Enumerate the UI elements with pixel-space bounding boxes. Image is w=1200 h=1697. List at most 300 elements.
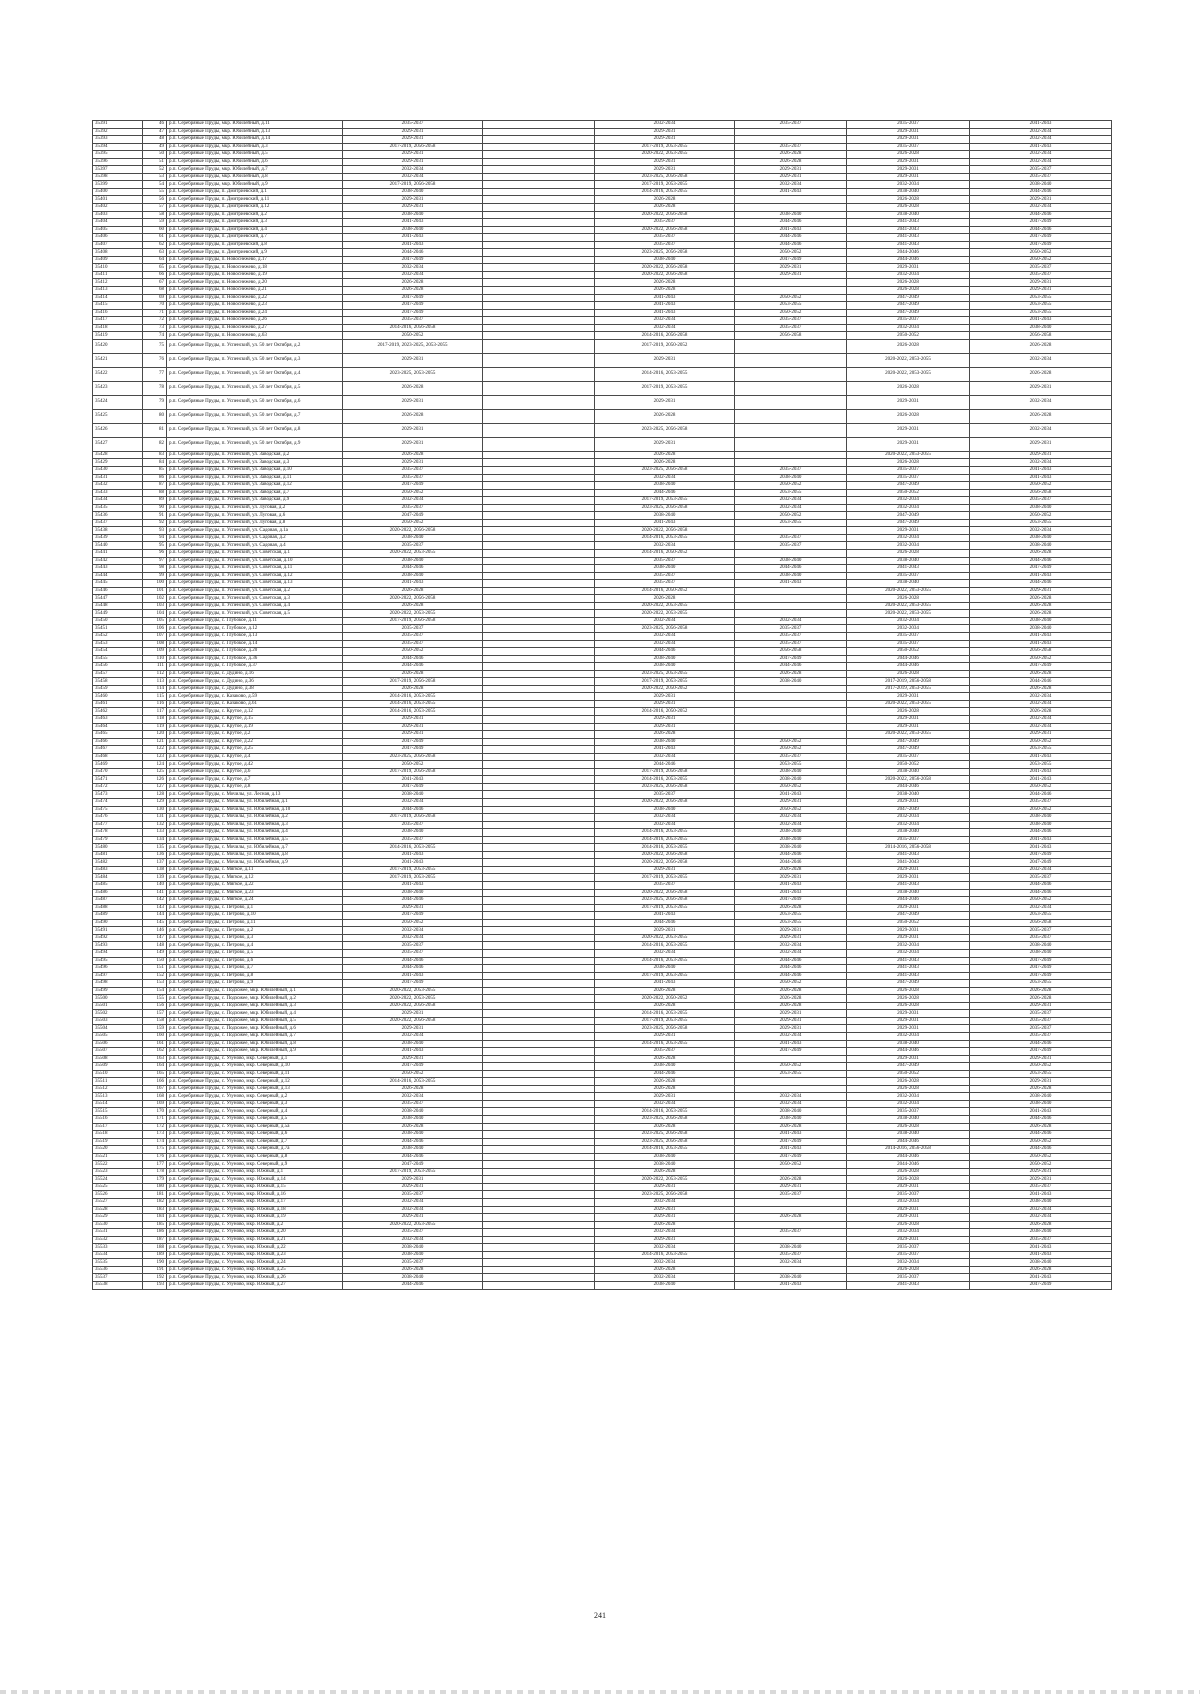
cell-address: р.п. Серебряные Пруды, мкр. Юбилейный, д.7 <box>167 166 343 174</box>
cell-address: р.п. Серебряные Пруды, п. Успенский, ул. Заводская, д.9 <box>167 497 343 505</box>
cell-work-period-4: 2029-2031 <box>735 799 847 807</box>
cell-work-period-1: 2032-2034 <box>343 934 483 942</box>
cell-work-period-4: 2050-2052 <box>735 294 847 302</box>
cell-work-period-3: 2029-2031 <box>595 1236 735 1244</box>
table-row <box>93 866 1112 874</box>
cell-work-period-2 <box>483 1176 595 1184</box>
cell-row-id: 35463 <box>93 716 143 724</box>
cell-row-id: 35516 <box>93 1115 143 1123</box>
table-row <box>93 632 1112 640</box>
table-row <box>93 121 1112 129</box>
table-row <box>93 542 1112 550</box>
cell-work-period-2 <box>483 489 595 497</box>
cell-row-id: 35499 <box>93 987 143 995</box>
cell-work-period-2 <box>483 1206 595 1214</box>
cell-work-period-5: 2047-2049 <box>847 746 970 754</box>
cell-work-period-6: 2026-2028 <box>970 1266 1112 1274</box>
cell-row-id: 35533 <box>93 1244 143 1252</box>
cell-work-period-4: 2035-2037 <box>735 324 847 332</box>
cell-row-id: 35489 <box>93 912 143 920</box>
cell-work-period-1: 2035-2037 <box>343 942 483 950</box>
cell-work-period-6: 2041-2043 <box>970 836 1112 844</box>
cell-row-id: 35505 <box>93 1032 143 1040</box>
cell-work-period-6: 2041-2043 <box>970 317 1112 325</box>
table-row <box>93 610 1112 618</box>
cell-work-period-5: 2035-2037 <box>847 143 970 151</box>
cell-work-period-2 <box>483 241 595 249</box>
cell-work-period-2 <box>483 1229 595 1237</box>
cell-row-id: 35476 <box>93 814 143 822</box>
cell-work-period-5: 2032-2034 <box>847 497 970 505</box>
cell-work-period-5: 2041-2043 <box>847 234 970 242</box>
cell-work-period-1: 2038-2040 <box>343 1115 483 1123</box>
cell-work-period-1: 2035-2037 <box>343 640 483 648</box>
cell-work-period-6: 2050-2052 <box>970 1063 1112 1071</box>
cell-work-period-3: 2026-2028 <box>595 731 735 739</box>
cell-work-period-6: 2035-2037 <box>970 1010 1112 1018</box>
cell-work-period-5: 2035-2037 <box>847 1191 970 1199</box>
cell-work-period-5: 2026-2028 <box>847 1221 970 1229</box>
table-row <box>93 889 1112 897</box>
cell-work-period-3: 2020-2022, 2056-2058 <box>595 889 735 897</box>
table-row <box>93 663 1112 671</box>
cell-row-id: 35394 <box>93 143 143 151</box>
cell-address: р.п. Серебряные Пруды, с. Крутое, д.42 <box>167 761 343 769</box>
table-row <box>93 1168 1112 1176</box>
table-row <box>93 188 1112 196</box>
cell-work-period-1: 2029-2031 <box>343 731 483 739</box>
table-row <box>93 166 1112 174</box>
table-row <box>93 949 1112 957</box>
cell-work-period-3: 2044-2046 <box>595 489 735 497</box>
cell-row-id: 35412 <box>93 279 143 287</box>
cell-address: р.п. Серебряные Пруды, с. Мочилы, ул. Юбилейная, д.4 <box>167 829 343 837</box>
cell-work-period-4: 2047-2049 <box>735 1153 847 1161</box>
cell-work-period-4 <box>735 602 847 610</box>
cell-work-period-2 <box>483 572 595 580</box>
cell-work-period-1: 2014-2016, 2053-2055 <box>343 700 483 708</box>
cell-work-period-2 <box>483 527 595 535</box>
cell-address: р.п. Серебряные Пруды, с. Дудино, д.36 <box>167 678 343 686</box>
cell-work-period-5: 2044-2046 <box>847 1048 970 1056</box>
cell-work-period-3: 2029-2031 <box>595 158 735 166</box>
cell-work-period-2 <box>483 866 595 874</box>
table-row <box>93 271 1112 279</box>
cell-row-id: 35529 <box>93 1214 143 1222</box>
cell-work-period-2 <box>483 799 595 807</box>
cell-work-period-1: 2044-2046 <box>343 806 483 814</box>
cell-row-number: 76 <box>143 353 167 367</box>
table-row <box>93 1010 1112 1018</box>
cell-work-period-5: 2020-2022, 2053-2055 <box>847 602 970 610</box>
cell-work-period-2 <box>483 324 595 332</box>
cell-address: р.п. Серебряные Пруды, с. Мягкое, д.12 <box>167 874 343 882</box>
table-row <box>93 158 1112 166</box>
cell-row-id: 35435 <box>93 504 143 512</box>
cell-work-period-6: 2050-2052 <box>970 512 1112 520</box>
cell-work-period-2 <box>483 700 595 708</box>
cell-work-period-2 <box>483 1199 595 1207</box>
cell-row-id: 35479 <box>93 836 143 844</box>
table-row <box>93 957 1112 965</box>
cell-work-period-4: 2038-2040 <box>735 829 847 837</box>
cell-work-period-5: 2044-2046 <box>847 783 970 791</box>
cell-address: р.п. Серебряные Пруды, п. Успенский, ул. Садовая, д.1а <box>167 527 343 535</box>
cell-work-period-4: 2050-2052 <box>735 980 847 988</box>
table-row <box>93 234 1112 242</box>
cell-work-period-3: 2023-2025, 2056-2058 <box>595 897 735 905</box>
cell-address: р.п. Серебряные Пруды, п. Успенский, ул. Советская, д.11 <box>167 565 343 573</box>
cell-work-period-1: 2020-2022, 2053-2055 <box>343 610 483 618</box>
cell-work-period-3: 2023-2025, 2053-2055 <box>595 670 735 678</box>
table-row <box>93 173 1112 181</box>
cell-address: р.п. Серебряные Пруды, с. Узуново, мкр. Южный, д.24 <box>167 1259 343 1267</box>
cell-work-period-3: 2032-2034 <box>595 814 735 822</box>
cell-row-id: 35406 <box>93 234 143 242</box>
cell-work-period-4: 2050-2052 <box>735 1161 847 1169</box>
table-row <box>93 497 1112 505</box>
cell-address: р.п. Серебряные Пруды, п. Дмитриевский, д.11 <box>167 196 343 204</box>
table-row <box>93 459 1112 467</box>
cell-work-period-5: 2026-2028 <box>847 1002 970 1010</box>
cell-work-period-1: 2035-2037 <box>343 1229 483 1237</box>
cell-row-id: 35477 <box>93 821 143 829</box>
cell-address: р.п. Серебряные Пруды, с. Узуново, мкр. Южный, д.20 <box>167 1229 343 1237</box>
cell-work-period-3: 2029-2031 <box>595 128 735 136</box>
cell-work-period-5: 2026-2028 <box>847 1266 970 1274</box>
cell-work-period-3: 2032-2034 <box>595 640 735 648</box>
cell-row-number: 119 <box>143 723 167 731</box>
cell-address: р.п. Серебряные Пруды, п. Успенский, ул. Заводская, д.10 <box>167 466 343 474</box>
cell-work-period-2 <box>483 1078 595 1086</box>
cell-work-period-1: 2029-2031 <box>343 1025 483 1033</box>
cell-row-number: 133 <box>143 829 167 837</box>
table-row <box>93 302 1112 310</box>
cell-address: р.п. Серебряные Пруды, с. Казаково, д.59 <box>167 693 343 701</box>
cell-work-period-6: 2038-2040 <box>970 617 1112 625</box>
cell-work-period-4: 2044-2046 <box>735 234 847 242</box>
cell-row-id: 35512 <box>93 1085 143 1093</box>
cell-work-period-5: 2026-2028 <box>847 151 970 159</box>
cell-work-period-5: 2020-2022, 2053-2055 <box>847 610 970 618</box>
cell-address: р.п. Серебряные Пруды, п. Успенский, ул. 50 лет Октября, д.3 <box>167 353 343 367</box>
cell-work-period-2 <box>483 1259 595 1267</box>
cell-address: р.п. Серебряные Пруды, мкр. Юбилейный, д.9 <box>167 181 343 189</box>
cell-work-period-5: 2041-2043 <box>847 972 970 980</box>
cell-work-period-2 <box>483 1055 595 1063</box>
cell-row-id: 35401 <box>93 196 143 204</box>
cell-work-period-2 <box>483 1085 595 1093</box>
cell-row-id: 35483 <box>93 866 143 874</box>
cell-work-period-2 <box>483 204 595 212</box>
cell-row-id: 35495 <box>93 957 143 965</box>
table-row <box>93 836 1112 844</box>
table-row <box>93 1236 1112 1244</box>
table-row <box>93 211 1112 219</box>
cell-work-period-1: 2017-2019, 2053-2055 <box>343 866 483 874</box>
cell-row-id: 35450 <box>93 617 143 625</box>
cell-work-period-3: 2026-2028 <box>595 287 735 295</box>
cell-address: р.п. Серебряные Пруды, мкр. Юбилейный, д.11 <box>167 121 343 129</box>
cell-work-period-4 <box>735 451 847 459</box>
table-row <box>93 381 1112 395</box>
cell-work-period-4 <box>735 1206 847 1214</box>
cell-work-period-2 <box>483 1274 595 1282</box>
cell-row-id: 35436 <box>93 512 143 520</box>
cell-work-period-6: 2050-2052 <box>970 256 1112 264</box>
cell-work-period-1: 2020-2022, 2056-2058 <box>343 1002 483 1010</box>
cell-work-period-5: 2026-2028 <box>847 670 970 678</box>
cell-work-period-5: 2032-2034 <box>847 542 970 550</box>
cell-row-number: 53 <box>143 173 167 181</box>
cell-work-period-2 <box>483 173 595 181</box>
cell-work-period-6: 2032-2034 <box>970 459 1112 467</box>
cell-address: р.п. Серебряные Пруды, п. Успенский, ул. Советская, д.13 <box>167 580 343 588</box>
cell-row-id: 35523 <box>93 1168 143 1176</box>
cell-work-period-5: 2038-2040 <box>847 1115 970 1123</box>
cell-row-id: 35423 <box>93 381 143 395</box>
cell-work-period-2 <box>483 395 595 409</box>
cell-work-period-2 <box>483 332 595 340</box>
cell-work-period-3: 2026-2028 <box>595 987 735 995</box>
cell-work-period-5: 2029-2031 <box>847 1055 970 1063</box>
cell-row-number: 107 <box>143 632 167 640</box>
cell-work-period-1: 2017-2019, 2056-2058 <box>343 143 483 151</box>
cell-work-period-5: 2035-2037 <box>847 572 970 580</box>
cell-address: р.п. Серебряные Пруды, с. Узуново, мкр. Южный, д.21 <box>167 1236 343 1244</box>
cell-row-id: 35472 <box>93 783 143 791</box>
cell-work-period-3: 2014-2016, 2053-2055 <box>595 367 735 381</box>
cell-work-period-1: 2029-2031 <box>343 204 483 212</box>
cell-work-period-6: 2029-2031 <box>970 279 1112 287</box>
cell-work-period-6: 2044-2046 <box>970 557 1112 565</box>
cell-work-period-6: 2032-2034 <box>970 353 1112 367</box>
cell-work-period-5: 2047-2049 <box>847 519 970 527</box>
cell-row-id: 35453 <box>93 640 143 648</box>
cell-work-period-4 <box>735 196 847 204</box>
cell-work-period-1: 2032-2034 <box>343 166 483 174</box>
cell-work-period-5: 2041-2043 <box>847 882 970 890</box>
cell-work-period-6: 2035-2037 <box>970 173 1112 181</box>
cell-work-period-6: 2044-2046 <box>970 882 1112 890</box>
table-row <box>93 1063 1112 1071</box>
cell-address: р.п. Серебряные Пруды, п. Успенский, ул. Советская, д.12 <box>167 572 343 580</box>
cell-row-number: 124 <box>143 761 167 769</box>
cell-work-period-6: 2050-2052 <box>970 897 1112 905</box>
cell-row-id: 35392 <box>93 128 143 136</box>
cell-work-period-2 <box>483 912 595 920</box>
cell-work-period-1: 2035-2037 <box>343 1191 483 1199</box>
cell-row-id: 35408 <box>93 249 143 257</box>
cell-address: р.п. Серебряные Пруды, с. Узуново, мкр. Северный, д.12 <box>167 1078 343 1086</box>
cell-work-period-4: 2035-2037 <box>735 753 847 761</box>
cell-row-id: 35509 <box>93 1063 143 1071</box>
cell-work-period-5: 2026-2028 <box>847 339 970 353</box>
cell-work-period-4: 2029-2031 <box>735 927 847 935</box>
table-row <box>93 882 1112 890</box>
cell-address: р.п. Серебряные Пруды, с. Глубокое, д.14 <box>167 640 343 648</box>
cell-work-period-3: 2014-2016, 2053-2055 <box>595 534 735 542</box>
cell-work-period-6: 2038-2040 <box>970 504 1112 512</box>
cell-work-period-5: 2029-2031 <box>847 1236 970 1244</box>
cell-row-id: 35393 <box>93 136 143 144</box>
cell-work-period-3: 2017-2019, 2053-2055 <box>595 1017 735 1025</box>
cell-row-id: 35407 <box>93 241 143 249</box>
cell-row-id: 35418 <box>93 324 143 332</box>
cell-address: р.п. Серебряные Пруды, п. Новоснежево, д.23 <box>167 302 343 310</box>
cell-row-id: 35391 <box>93 121 143 129</box>
cell-row-id: 35395 <box>93 151 143 159</box>
table-row <box>93 1176 1112 1184</box>
cell-row-number: 69 <box>143 294 167 302</box>
cell-work-period-4: 2041-2043 <box>735 882 847 890</box>
cell-work-period-2 <box>483 143 595 151</box>
cell-work-period-3: 2038-2040 <box>595 655 735 663</box>
cell-work-period-3: 2014-2016, 2053-2055 <box>595 1108 735 1116</box>
cell-work-period-1: 2035-2037 <box>343 504 483 512</box>
cell-work-period-3: 2017-2019, 2053-2055 <box>595 381 735 395</box>
cell-work-period-1: 2038-2040 <box>343 226 483 234</box>
cell-work-period-6: 2032-2034 <box>970 395 1112 409</box>
cell-work-period-2 <box>483 632 595 640</box>
cell-address: р.п. Серебряные Пруды, с. Узуново, мкр. Южный, д.19 <box>167 1214 343 1222</box>
cell-work-period-2 <box>483 836 595 844</box>
cell-address: р.п. Серебряные Пруды, с. Крутое, д.2 <box>167 731 343 739</box>
cell-work-period-5: 2029-2031 <box>847 716 970 724</box>
table-row <box>93 1085 1112 1093</box>
cell-address: р.п. Серебряные Пруды, п. Успенский, ул. Советская, д.2 <box>167 587 343 595</box>
cell-work-period-5: 2038-2040 <box>847 1040 970 1048</box>
cell-work-period-6: 2035-2037 <box>970 1183 1112 1191</box>
cell-work-period-1: 2029-2031 <box>343 128 483 136</box>
cell-work-period-5: 2020-2022, 2053-2055 <box>847 353 970 367</box>
cell-work-period-6: 2044-2046 <box>970 889 1112 897</box>
cell-work-period-2 <box>483 423 595 437</box>
cell-work-period-4: 2035-2037 <box>735 632 847 640</box>
cell-work-period-3: 2026-2028 <box>595 279 735 287</box>
cell-work-period-1: 2038-2040 <box>343 1146 483 1154</box>
cell-work-period-6: 2032-2034 <box>970 723 1112 731</box>
cell-work-period-6: 2050-2052 <box>970 249 1112 257</box>
cell-work-period-6: 2032-2034 <box>970 151 1112 159</box>
cell-address: р.п. Серебряные Пруды, с. Петрово, д.11 <box>167 919 343 927</box>
cell-work-period-4: 2050-2052 <box>735 1063 847 1071</box>
cell-row-number: 75 <box>143 339 167 353</box>
table-row <box>93 1078 1112 1086</box>
table-row <box>93 693 1112 701</box>
table-row <box>93 1274 1112 1282</box>
cell-work-period-3: 2026-2028 <box>595 1085 735 1093</box>
cell-row-id: 35487 <box>93 897 143 905</box>
cell-work-period-2 <box>483 1115 595 1123</box>
cell-work-period-4: 2050-2052 <box>735 512 847 520</box>
cell-work-period-5: 2044-2046 <box>847 1161 970 1169</box>
cell-row-number: 162 <box>143 1048 167 1056</box>
cell-address: р.п. Серебряные Пруды, с. Крутое, д.25 <box>167 746 343 754</box>
table-row <box>93 829 1112 837</box>
cell-work-period-3: 2026-2028 <box>595 1055 735 1063</box>
cell-work-period-6: 2035-2037 <box>970 497 1112 505</box>
cell-row-id: 35486 <box>93 889 143 897</box>
cell-work-period-3: 2017-2019, 2053-2055 <box>595 972 735 980</box>
cell-work-period-4 <box>735 287 847 295</box>
cell-row-id: 35428 <box>93 451 143 459</box>
cell-work-period-5: 2044-2046 <box>847 655 970 663</box>
table-row <box>93 580 1112 588</box>
cell-address: р.п. Серебряные Пруды, с. Узуново, мкр. Южный, д.23 <box>167 1251 343 1259</box>
table-row <box>93 678 1112 686</box>
cell-row-number: 104 <box>143 610 167 618</box>
cell-work-period-6: 2035-2037 <box>970 271 1112 279</box>
cell-work-period-5: 2029-2031 <box>847 1206 970 1214</box>
cell-work-period-4: 2044-2046 <box>735 965 847 973</box>
cell-work-period-1: 2032-2034 <box>343 1199 483 1207</box>
cell-work-period-2 <box>483 1161 595 1169</box>
cell-address: р.п. Серебряные Пруды, с. Мягкое, д.11 <box>167 866 343 874</box>
cell-work-period-1: 2014-2016, 2053-2055 <box>343 1078 483 1086</box>
cell-work-period-4: 2029-2031 <box>735 1017 847 1025</box>
cell-work-period-6: 2053-2055 <box>970 294 1112 302</box>
cell-work-period-6: 2038-2040 <box>970 324 1112 332</box>
cell-work-period-6: 2044-2046 <box>970 211 1112 219</box>
cell-row-id: 35432 <box>93 482 143 490</box>
cell-work-period-4 <box>735 1199 847 1207</box>
cell-work-period-6: 2026-2028 <box>970 595 1112 603</box>
cell-work-period-1: 2029-2031 <box>343 136 483 144</box>
cell-work-period-6: 2041-2043 <box>970 121 1112 129</box>
cell-work-period-3: 2032-2034 <box>595 1199 735 1207</box>
cell-work-period-6: 2050-2052 <box>970 1153 1112 1161</box>
cell-work-period-5: 2044-2046 <box>847 1153 970 1161</box>
cell-row-number: 129 <box>143 799 167 807</box>
cell-address: р.п. Серебряные Пруды, п. Дмитриевский, д.12 <box>167 204 343 212</box>
cell-work-period-2 <box>483 294 595 302</box>
cell-work-period-5: 2047-2049 <box>847 1063 970 1071</box>
cell-row-number: 78 <box>143 381 167 395</box>
cell-work-period-4: 2038-2040 <box>735 211 847 219</box>
cell-work-period-4 <box>735 409 847 423</box>
cell-work-period-1: 2035-2037 <box>343 632 483 640</box>
cell-work-period-4: 2038-2040 <box>735 1115 847 1123</box>
cell-work-period-2 <box>483 256 595 264</box>
cell-work-period-1: 2014-2016, 2056-2058 <box>343 324 483 332</box>
cell-work-period-6: 2026-2028 <box>970 610 1112 618</box>
table-row <box>93 904 1112 912</box>
cell-row-number: 144 <box>143 912 167 920</box>
cell-work-period-6: 2056-2058 <box>970 919 1112 927</box>
cell-row-number: 189 <box>143 1251 167 1259</box>
cell-work-period-6: 2038-2040 <box>970 534 1112 542</box>
cell-work-period-2 <box>483 249 595 257</box>
cell-work-period-6: 2050-2052 <box>970 655 1112 663</box>
table-row <box>93 128 1112 136</box>
cell-work-period-6: 2044-2046 <box>970 226 1112 234</box>
cell-work-period-1: 2029-2031 <box>343 437 483 451</box>
cell-address: р.п. Серебряные Пруды, п. Успенский, ул. Заводская, д.7 <box>167 489 343 497</box>
cell-work-period-5: 2026-2028 <box>847 549 970 557</box>
cell-work-period-6: 2032-2034 <box>970 904 1112 912</box>
cell-address: р.п. Серебряные Пруды, с. Мочилы, ул. Юбилейная, д.7 <box>167 844 343 852</box>
cell-row-id: 35478 <box>93 829 143 837</box>
cell-row-id: 35522 <box>93 1161 143 1169</box>
cell-work-period-5: 2026-2028 <box>847 409 970 423</box>
cell-work-period-4: 2053-2055 <box>735 302 847 310</box>
cell-address: р.п. Серебряные Пруды, п. Новоснежево, д.19 <box>167 271 343 279</box>
cell-work-period-3: 2032-2034 <box>595 1100 735 1108</box>
table-row <box>93 549 1112 557</box>
cell-work-period-4: 2035-2037 <box>735 640 847 648</box>
table-row <box>93 353 1112 367</box>
